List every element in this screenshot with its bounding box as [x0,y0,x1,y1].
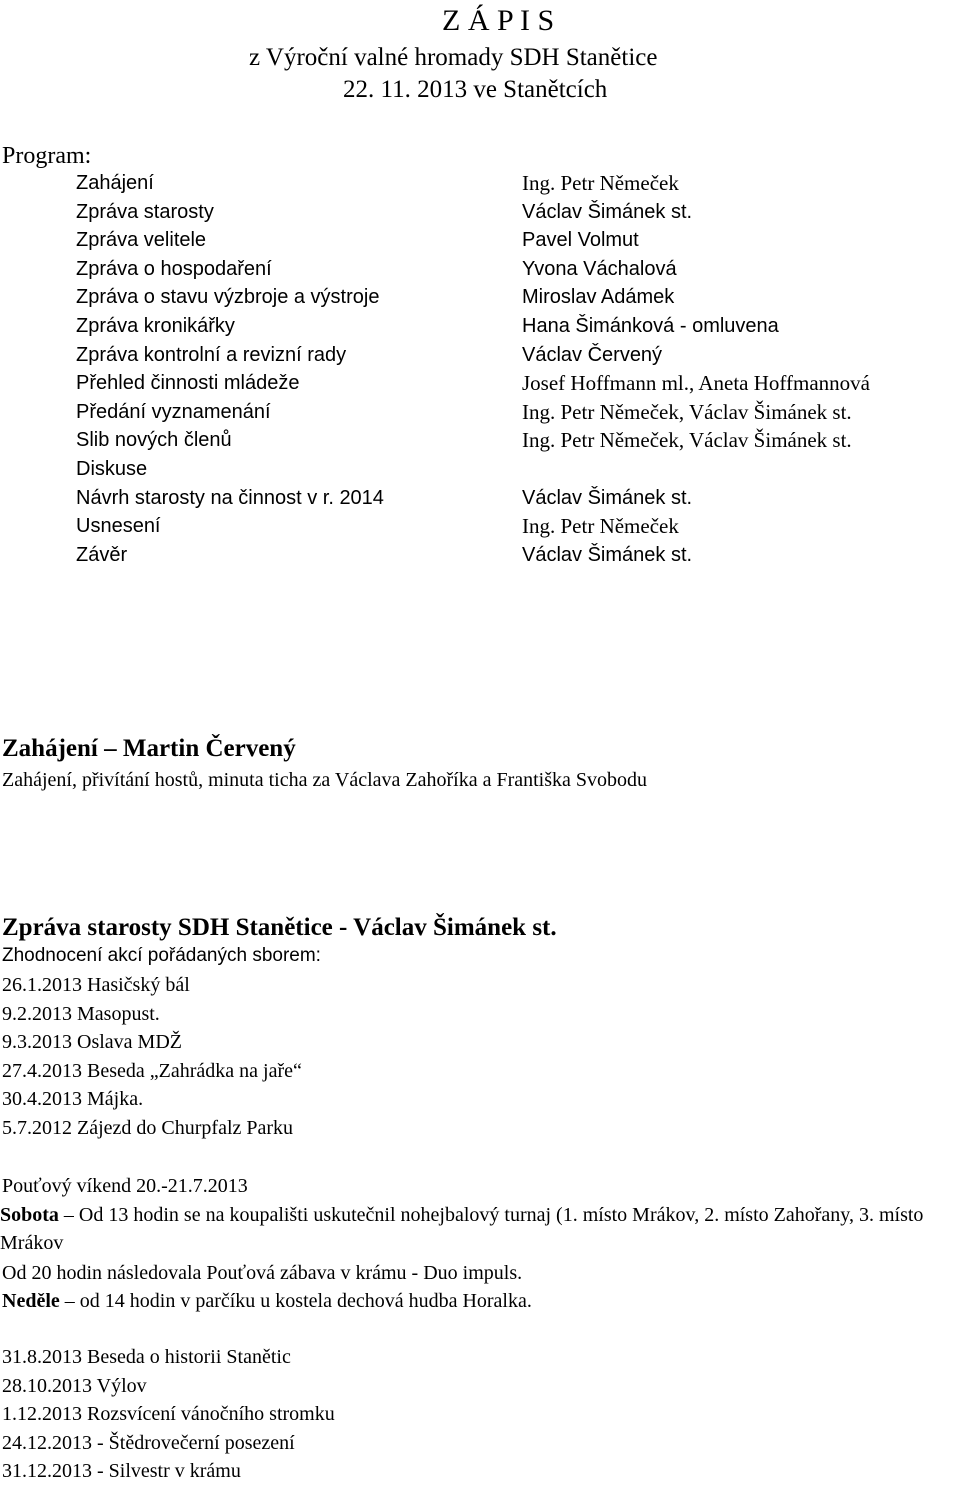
opening-text: Zahájení, přivítání hostů, minuta ticha za Václava Zahoříka a Františka Svobodu [2,769,647,791]
program-person: Ing. Petr Němeček [522,514,679,539]
event-item: 9.3.2013 Oslava MDŽ [2,1031,182,1054]
sunday-paragraph [2,1287,532,1316]
sunday-label: Neděle [2,1290,60,1312]
program-item: Zpráva starosty [76,200,214,223]
document-subtitle: z Výroční valné hromady SDH Stanětice [249,44,658,71]
program-item: Zpráva o stavu výzbroje a výstroje [76,286,380,309]
report-events-list [2,971,302,1143]
program-item: Zpráva velitele [76,229,207,252]
sunday-text: – od 14 hodin v parčíku u kostela dechová hudba Horalka. [59,1290,532,1312]
report-heading: Zpráva starosty SDH Stanětice - Václav Šimánek st. [2,914,557,941]
program-item: Slib nových členů [76,429,232,452]
program-person: Václav Šimánek st. [522,200,693,223]
program-person: Václav Červený [522,343,663,366]
event-item: 26.1.2013 Hasičský bál [2,974,190,996]
program-person [522,455,870,484]
later-events-list [2,1343,335,1486]
program-persons-list [522,169,870,569]
event-item: 1.12.2013 Rozsvícení vánočního stromku [2,1403,335,1426]
program-item: Zpráva kontrolní a revizní rady [76,343,347,366]
program-person: Václav Šimánek st. [522,543,693,566]
document-title: Z Á P I S [442,4,555,37]
event-item: 30.4.2013 Májka. [2,1088,144,1111]
saturday-text: – Od 13 hodin se na koupališti uskutečnil nohejbalový turnaj (1. místo Mrákov, 2. místo Zahořany, 3. místo Mrákov [0,1204,924,1254]
program-item: Zpráva o hospodaření [76,257,272,280]
program-item: Návrh starosty na činnost v r. 2014 [76,486,384,509]
saturday-paragraph [0,1201,960,1257]
program-item: Závěr [76,543,128,566]
program-person: Miroslav Adámek [522,286,675,309]
event-item: 27.4.2013 Beseda „Zahrádka na jaře“ [2,1059,302,1082]
program-item: Zpráva kronikářky [76,314,235,337]
program-person: Pavel Volmut [522,229,639,252]
event-item: 24.12.2013 - Štědrovečerní posezení [2,1431,295,1454]
document-date-place: 22. 11. 2013 ve Stanětcích [343,76,608,103]
saturday-label: Sobota [0,1204,59,1226]
program-person: Ing. Petr Němeček, Václav Šimánek st. [522,399,852,424]
program-label: Program: [2,143,92,169]
program-person: Josef Hoffmann ml., Aneta Hoffmannová [522,371,870,396]
saturday-evening: Od 20 hodin následovala Pouťová zábava v krámu - Duo impuls. [2,1262,523,1284]
program-items-list [76,169,384,569]
program-item: Usnesení [76,515,161,538]
program-person: Ing. Petr Němeček [522,171,679,195]
program-person: Yvona Váchalová [522,257,677,280]
event-item: 31.8.2013 Beseda o historii Stanětic [2,1346,291,1368]
opening-heading: Zahájení – Martin Červený [2,735,296,762]
program-item: Přehled činnosti mládeže [76,372,300,395]
program-item: Diskuse [76,457,148,480]
event-item: 31.12.2013 - Silvestr v krámu [2,1460,241,1483]
program-person: Ing. Petr Němeček, Václav Šimánek st. [522,428,852,453]
pout-title: Pouťový víkend 20.-21.7.2013 [2,1175,248,1197]
program-item: Zahájení [76,172,154,194]
event-item: 5.7.2012 Zájezd do Churpfalz Parku [2,1116,294,1139]
event-item: 9.2.2013 Masopust. [2,1002,160,1025]
event-item: 28.10.2013 Výlov [2,1374,147,1397]
program-person: Hana Šimánková - omluvena [522,314,779,337]
report-intro: Zhodnocení akcí pořádaných sborem: [2,945,321,966]
program-person: Václav Šimánek st. [522,486,693,509]
program-item: Předání vyznamenání [76,400,271,423]
